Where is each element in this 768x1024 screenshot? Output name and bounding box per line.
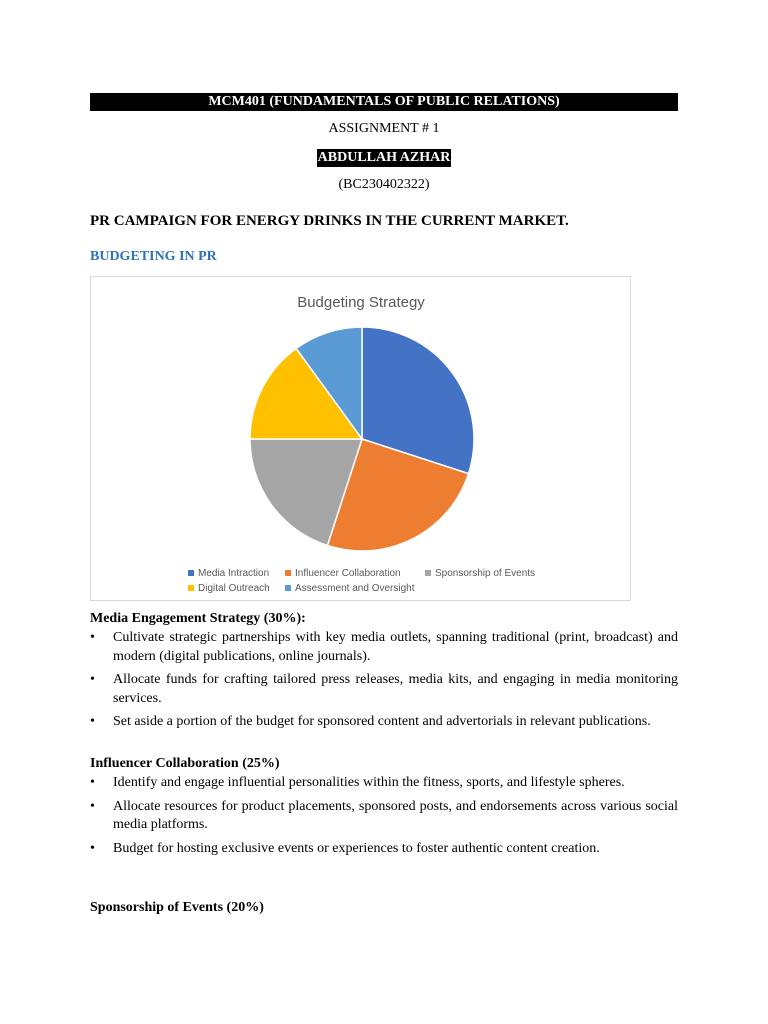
- assignment-number: ASSIGNMENT # 1: [328, 121, 440, 136]
- legend-swatch: [285, 570, 291, 576]
- influencer-heading: Influencer Collaboration (25%): [90, 756, 280, 771]
- legend-label: Media Intraction: [198, 568, 270, 579]
- bullet-icon: •: [90, 840, 95, 856]
- legend-label: Sponsorship of Events: [435, 568, 536, 579]
- bullet-icon: •: [90, 798, 95, 814]
- list-item: [90, 629, 678, 666]
- course-title: MCM401 (FUNDAMENTALS OF PUBLIC RELATIONS): [90, 93, 678, 111]
- legend-swatch: [285, 585, 291, 591]
- bullet-icon: •: [90, 630, 95, 645]
- list-item-text: Allocate funds for crafting tailored press releases, media kits, and engaging in media monitoring services.: [113, 672, 678, 706]
- bullet-icon: •: [90, 775, 95, 790]
- list-item-text: Allocate resources for product placements, sponsored posts, and endorsements across various social media platforms.: [113, 798, 678, 832]
- campaign-title: PR CAMPAIGN FOR ENERGY DRINKS IN THE CURRENT MARKET.: [90, 213, 569, 229]
- list-item-text: Budget for hosting exclusive events or experiences to foster authentic content creation.: [113, 840, 600, 856]
- list-item: [90, 798, 678, 835]
- legend-label: Digital Outreach: [198, 583, 270, 594]
- list-item: [90, 713, 678, 732]
- list-item: [90, 840, 678, 859]
- section-title: BUDGETING IN PR: [90, 249, 217, 264]
- pie-chart-svg: [91, 277, 632, 602]
- list-item: [90, 671, 678, 708]
- bullet-icon: •: [90, 672, 95, 687]
- student-id: (BC230402322): [338, 177, 430, 192]
- list-item: [90, 774, 678, 793]
- media-engagement-list: [90, 629, 678, 737]
- chart-title: Budgeting Strategy: [297, 294, 425, 311]
- legend-label: Influencer Collaboration: [295, 568, 401, 579]
- list-item-text: Identify and engage influential personalities within the fitness, sports, and lifestyle spheres.: [113, 775, 625, 790]
- sponsorship-heading: Sponsorship of Events (20%): [90, 900, 264, 915]
- legend-label: Assessment and Oversight: [295, 583, 415, 594]
- list-item-text: Cultivate strategic partnerships with key media outlets, spanning traditional (print, broadcast) and modern (digital publications, online journals).: [113, 630, 678, 664]
- bullet-icon: •: [90, 714, 95, 729]
- media-engagement-heading: Media Engagement Strategy (30%):: [90, 611, 306, 626]
- chart-legend: [188, 568, 535, 594]
- legend-swatch: [188, 585, 194, 591]
- legend-swatch: [188, 570, 194, 576]
- influencer-list: [90, 774, 678, 863]
- pie-slices: [250, 327, 474, 551]
- list-item-text: Set aside a portion of the budget for sponsored content and advertorials in relevant publications.: [113, 714, 651, 729]
- legend-swatch: [425, 570, 431, 576]
- author-name: ABDULLAH AZHAR: [317, 150, 451, 165]
- pie-chart: [90, 276, 631, 601]
- author-line: [90, 149, 678, 167]
